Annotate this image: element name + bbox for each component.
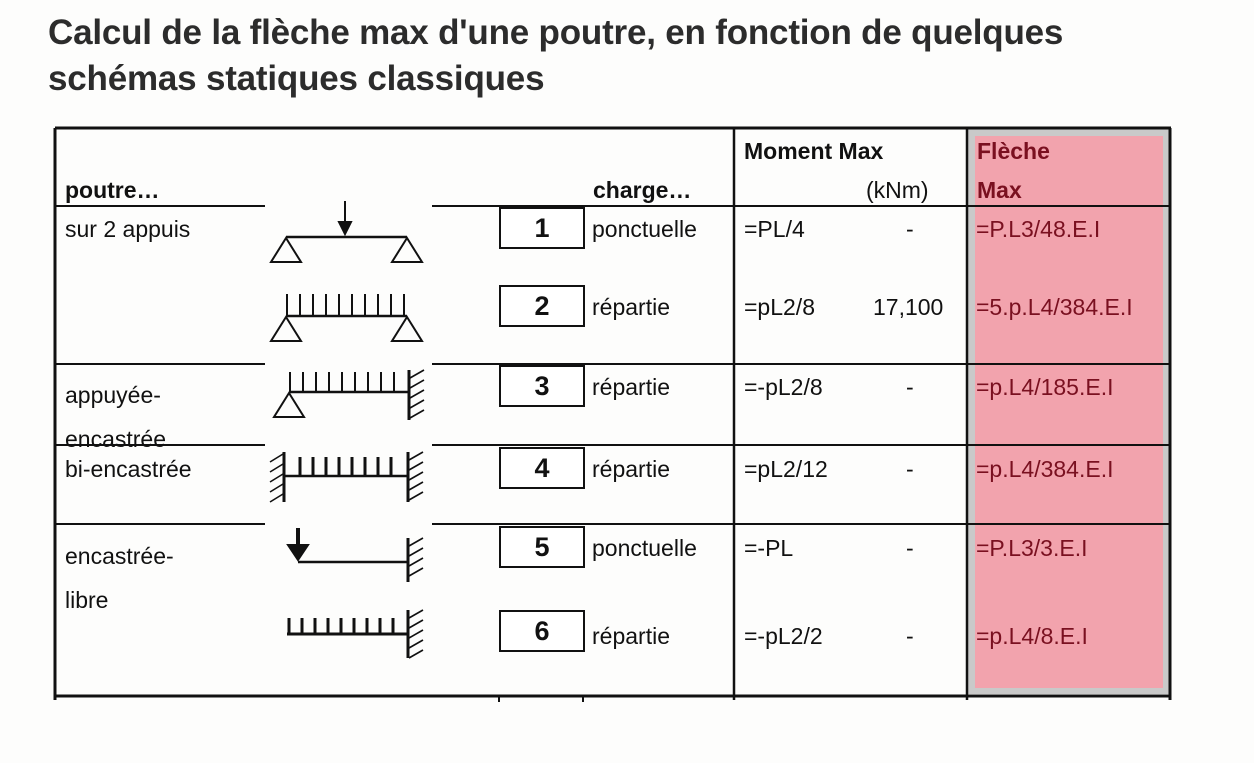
case-number-box: 4 <box>499 447 585 489</box>
load-type: répartie <box>592 623 670 649</box>
cantilever-distributed-load-icon <box>287 610 423 658</box>
header-fleche: Flèche <box>977 138 1050 164</box>
deflection-formula: =p.L4/384.E.I <box>976 456 1114 482</box>
case-number-box: 6 <box>499 610 585 652</box>
moment-formula: =-pL2/2 <box>744 623 823 649</box>
page-title: Calcul de la flèche max d'une poutre, en fonction de quelques schémas statiques classiques <box>48 13 1064 98</box>
propped-cantilever-distributed-load-icon <box>274 370 424 420</box>
fixed-fixed-distributed-load-icon <box>270 452 423 502</box>
moment-formula: =pL2/12 <box>744 456 828 482</box>
case-number-box: 5 <box>499 526 585 568</box>
moment-value: - <box>906 456 914 482</box>
deflection-formula: =P.L3/48.E.I <box>976 216 1101 242</box>
load-type: répartie <box>592 374 670 400</box>
cantilever-point-load-icon <box>288 528 423 582</box>
moment-value: - <box>906 216 914 242</box>
load-type: répartie <box>592 456 670 482</box>
moment-value: - <box>906 623 914 649</box>
deflection-formula: =p.L4/8.E.I <box>976 623 1088 649</box>
beam-type-label: sur 2 appuis <box>65 216 191 242</box>
load-type: ponctuelle <box>592 535 697 561</box>
moment-formula: =-pL2/8 <box>744 374 823 400</box>
header-charge: charge… <box>593 177 692 203</box>
deflection-formula: =p.L4/185.E.I <box>976 374 1114 400</box>
beam-type-label: bi-encastrée <box>65 456 192 482</box>
header-moment-max: Moment Max <box>744 138 884 164</box>
load-type: répartie <box>592 294 670 320</box>
moment-value: 17,100 <box>873 294 944 320</box>
case-number-box: 3 <box>499 365 585 407</box>
beam-type-label: appuyée- encastrée <box>65 382 167 452</box>
beam-type-label: encastrée- libre <box>65 543 174 613</box>
moment-formula: =pL2/8 <box>744 294 815 320</box>
simply-supported-distributed-load-icon <box>271 294 422 341</box>
moment-value: - <box>906 535 914 561</box>
load-type: ponctuelle <box>592 216 697 242</box>
deflection-formula: =P.L3/3.E.I <box>976 535 1088 561</box>
moment-formula: =PL/4 <box>744 216 805 242</box>
moment-value: - <box>906 374 914 400</box>
header-fleche-max: Max <box>977 177 1022 203</box>
case-number-box: 1 <box>499 207 585 249</box>
header-poutre: poutre… <box>65 177 160 203</box>
header-moment-unit: (kNm) <box>866 177 929 203</box>
deflection-formula: =5.p.L4/384.E.I <box>976 294 1133 320</box>
case-number-box: 2 <box>499 285 585 327</box>
simply-supported-point-load-icon <box>271 201 422 262</box>
moment-formula: =-PL <box>744 535 794 561</box>
